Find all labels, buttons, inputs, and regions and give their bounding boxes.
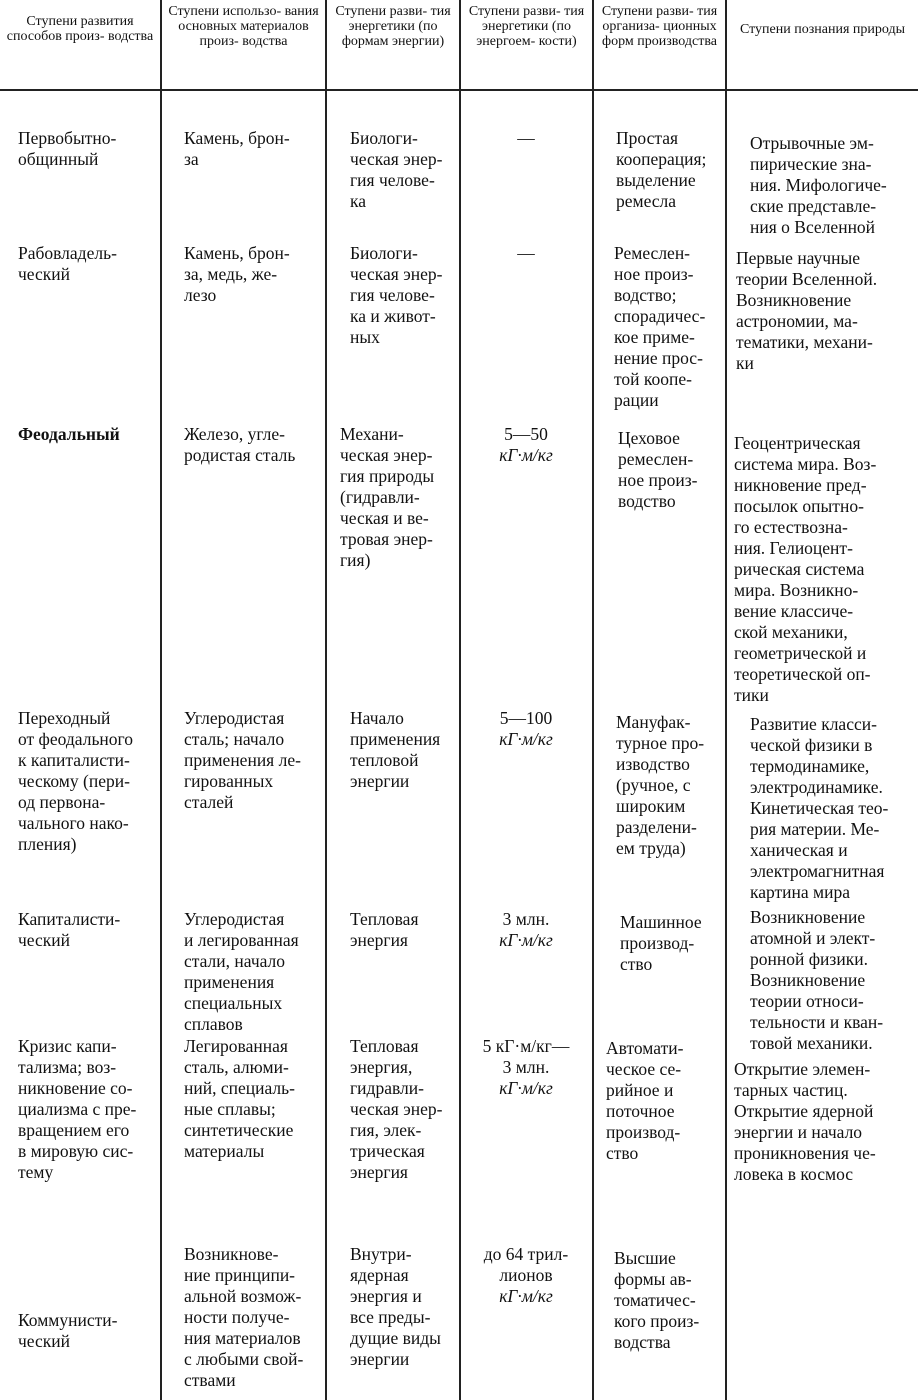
knowledge-cell: Развитие класси- ческой физики в термодинамике, электродинамике. Кинетическая тео- рия материи. Ме- ханическая и электромагнитная картина мира xyxy=(750,714,889,902)
knowledge-cell: Возникновение атомной и элект- ронной физики. Возникновение теории относи- тельности и кван- товой механики. xyxy=(750,907,884,1053)
materials-cell: Железо, угле- родистая сталь xyxy=(184,424,296,465)
header-organization: Ступени разви- тия организа- ционных форм производства xyxy=(601,4,718,49)
header-divider xyxy=(0,89,918,91)
energy-intensity-cell: 5—50 xyxy=(504,424,548,444)
column-divider xyxy=(160,0,162,1400)
materials-cell: Камень, брон- за xyxy=(184,128,290,169)
stage-cell: Феодальный xyxy=(18,424,120,444)
energy-form-cell: Биологи- ческая энер- гия челове- ка и живот- ных xyxy=(350,243,443,347)
energy-unit: кГ·м/кг xyxy=(499,1078,553,1098)
energy-intensity-cell: 5—100 xyxy=(499,708,553,728)
energy-intensity-cell: — xyxy=(517,243,535,263)
header-knowledge: Ступени познания природы xyxy=(739,22,906,37)
materials-cell: Углеродистая сталь; начало применения ле- гированных сталей xyxy=(184,708,301,812)
energy-form-cell: Биологи- ческая энер- гия челове- ка xyxy=(350,128,443,211)
energy-intensity-cell: 3 млн. xyxy=(502,909,550,929)
column-divider xyxy=(592,0,594,1400)
energy-form-cell: Тепловая энергия xyxy=(350,909,419,950)
energy-unit: кГ·м/кг xyxy=(499,930,553,950)
materials-cell: Углеродистая и легированная стали, начало применения специальных сплавов xyxy=(184,909,299,1034)
energy-intensity-cell: — xyxy=(517,128,535,148)
organization-cell: Автомати- ческое се- рийное и поточное производ- ство xyxy=(606,1038,684,1163)
organization-cell: Цеховое ремеслен- ное произ- водство xyxy=(618,428,698,511)
header-production-modes: Ступени развития способов произ- водства xyxy=(6,14,154,44)
stage-cell: Капиталисти- ческий xyxy=(18,909,121,950)
energy-intensity-cell: 5 кГ·м/кг— 3 млн. xyxy=(482,1036,570,1077)
organization-cell: Высшие формы ав- томатичес- кого произ- водства xyxy=(614,1248,700,1352)
energy-unit: кГ·м/кг xyxy=(499,1286,553,1306)
knowledge-cell: Первые научные теории Вселенной. Возникновение астрономии, ма- тематики, механи- ки xyxy=(736,248,878,373)
energy-form-cell: Тепловая энергия, гидравли- ческая энер- гия, элек- трическая энергия xyxy=(350,1036,443,1182)
header-energy-forms: Ступени разви- тия энергетики (по формам энергии) xyxy=(335,4,451,49)
materials-cell: Легированная сталь, алюми- ний, специаль- ные сплавы; синтетические материалы xyxy=(184,1036,295,1161)
organization-cell: Простая кооперация; выделение ремесла xyxy=(616,128,707,211)
knowledge-cell: Отрывочные эм- пирические зна- ния. Мифологиче- ские представле- ния о Вселенной xyxy=(750,133,887,237)
stage-cell: Первобытно- общинный xyxy=(18,128,117,169)
header-energy-intensity: Ступени разви- тия энергетики (по энергоем- кости) xyxy=(468,4,585,49)
energy-unit: кГ·м/кг xyxy=(499,729,553,749)
stage-cell: Переходный от феодального к капиталисти- ческому (пери- од первона- чального нако- пления) xyxy=(18,708,134,854)
materials-cell: Камень, брон- за, медь, же- лезо xyxy=(184,243,290,305)
stage-cell: Рабовладель- ческий xyxy=(18,243,117,284)
stage-cell: Коммунисти- ческий xyxy=(18,1310,118,1351)
column-divider xyxy=(325,0,327,1400)
knowledge-cell: Геоцентрическая система мира. Воз- никновение пред- посылок опытно- го естествозна- ния. Гелиоцент- рическая система мира. Возникно- вение классиче- ской механики, геометрической и теоретической оп- тики xyxy=(734,433,877,705)
header-materials: Ступени использо- вания основных материалов произ- водства xyxy=(168,4,319,49)
energy-intensity-cell: до 64 трил- лионов xyxy=(483,1244,569,1285)
knowledge-cell: Открытие элемен- тарных частиц. Открытие ядерной энергии и начало проникновения че- ловека в космос xyxy=(734,1059,876,1184)
energy-form-cell: Начало применения тепловой энергии xyxy=(350,708,441,791)
energy-unit: кГ·м/кг xyxy=(499,445,553,465)
stage-cell: Кризис капи- тализма; воз- никновение со- циализма с пре- вращением его в мировую сис- тему xyxy=(18,1036,137,1182)
organization-cell: Мануфак- турное про- изводство (ручное, с широким разделени- ем труда) xyxy=(616,712,705,858)
organization-cell: Ремеслен- ное произ- водство; спорадичес- кое приме- нение прос- той коопе- рации xyxy=(614,243,706,410)
organization-cell: Машинное производ- ство xyxy=(620,912,702,974)
energy-form-cell: Внутри- ядерная энергия и все преды- дущие виды энергии xyxy=(350,1244,441,1369)
energy-form-cell: Механи- ческая энер- гия природы (гидравли- ческая и ве- тровая энер- гия) xyxy=(340,424,435,570)
materials-cell: Возникнове- ние принципи- альной возмож- ности получе- ния материалов с любыми свой- ствами xyxy=(184,1244,304,1390)
